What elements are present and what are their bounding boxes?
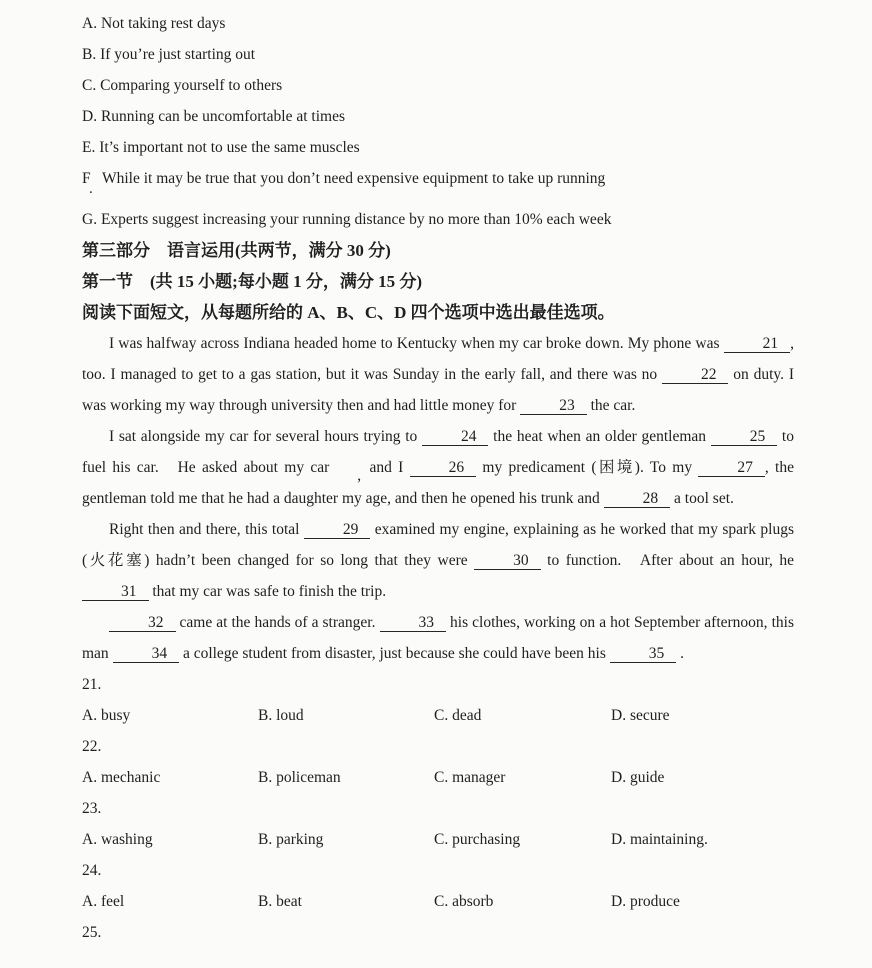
- question-24-option-c: C. absorb: [434, 893, 494, 910]
- question-22-option-b: B. policeman: [258, 769, 341, 786]
- question-22-option-a: A. mechanic: [82, 769, 161, 786]
- passage-text: on duty. I was working my way through university then and had little money for: [82, 366, 794, 414]
- strategy-option-text: It’s important not to use the same muscles: [95, 139, 360, 156]
- strategy-option-text: If you’re just starting out: [96, 46, 256, 63]
- cloze-passage: [82, 328, 794, 669]
- cloze-blank-35: 35: [610, 646, 677, 663]
- question-21-option-a: A. busy: [82, 707, 131, 724]
- passage-text: and I: [363, 459, 410, 476]
- question-number-21: 21.: [82, 676, 102, 693]
- passage-text: came at the hands of a stranger.: [175, 614, 380, 631]
- cloze-blank-24: 24: [422, 429, 489, 446]
- strategy-option-c: [82, 70, 794, 101]
- passage-text: to function. After about an hour, he: [540, 552, 794, 569]
- cloze-blank-28: 28: [604, 491, 671, 508]
- question-23-option-c: C. purchasing: [434, 831, 521, 848]
- instructions: 阅读下面短文，从每题所给的 A、B、C、D 四个选项中选出最佳选项。: [82, 303, 615, 322]
- strategy-option-text: While it may be true that you don’t need expensive equipment to take up running: [90, 170, 606, 187]
- question-number-22: 22.: [82, 738, 102, 755]
- passage-text: to fuel his car. He asked about my car: [82, 428, 794, 476]
- passage-paragraph-3: [82, 514, 794, 607]
- passage-text: that my car was safe to finish the trip.: [148, 583, 387, 600]
- question-23-options: [82, 824, 794, 855]
- strategy-option-label: F: [82, 170, 91, 187]
- strategy-option-label: E.: [82, 139, 96, 156]
- question-22-option-d: D. guide: [611, 769, 665, 786]
- question-22-option-c: C. manager: [434, 769, 506, 786]
- strategy-option-label: G.: [82, 211, 98, 228]
- cloze-blank-33: 33: [380, 615, 447, 632]
- passage-text: the heat when an older gentleman: [488, 428, 711, 445]
- cloze-blank-29: 29: [304, 522, 371, 539]
- question-number-25: 25.: [82, 924, 102, 941]
- strategy-option-text: Not taking rest days: [97, 15, 226, 32]
- strategy-option-label: D.: [82, 108, 98, 125]
- passage-text: the car.: [586, 397, 636, 414]
- cloze-blank-31: 31: [82, 584, 149, 601]
- strategy-option-label: A.: [82, 15, 98, 32]
- question-21-option-d: D. secure: [611, 707, 670, 724]
- dropped-comma: ,: [357, 467, 362, 484]
- question-23-option-b: B. parking: [258, 831, 324, 848]
- section-header: 第一节 (共 15 小题;每小题 1 分，满分 15 分): [82, 272, 422, 291]
- passage-text: , too. I managed to get to a gas station, but it was Sunday in the early fall, and there was no: [82, 335, 794, 383]
- passage-text: his clothes, working on a hot September afternoon, this man: [82, 614, 794, 662]
- question-number-23: 23.: [82, 800, 102, 817]
- strategy-option-text: Running can be uncomfortable at times: [97, 108, 346, 125]
- question-23-option-a: A. washing: [82, 831, 153, 848]
- strategy-option-a: [82, 8, 794, 39]
- passage-text: my predicament (困境). To my: [476, 459, 699, 476]
- part-header: 第三部分 语言运用(共两节，满分 30 分): [82, 241, 391, 260]
- cloze-blank-34: 34: [113, 646, 180, 663]
- strategy-option-b: [82, 39, 794, 70]
- cloze-blank-27: 27: [698, 460, 765, 477]
- strategy-option-d: [82, 101, 794, 132]
- cloze-blank-32: 32: [109, 615, 176, 632]
- cloze-blank-23: 23: [520, 398, 587, 415]
- passage-text: I sat alongside my car for several hours trying to: [109, 428, 422, 445]
- stray-period: .: [89, 181, 93, 197]
- cloze-blank-21: 21: [724, 336, 791, 353]
- passage-text: I was halfway across Indiana headed home to Kentucky when my car broke down. My phone was: [109, 335, 724, 352]
- passage-paragraph-1: [82, 328, 794, 421]
- question-number-24: 24.: [82, 862, 102, 879]
- question-21-options: [82, 700, 794, 731]
- strategy-options-list: [82, 8, 794, 235]
- cloze-blank-25: 25: [711, 429, 778, 446]
- cloze-questions: [82, 669, 794, 948]
- passage-text: Right then and there, this total: [109, 521, 304, 538]
- strategy-option-text: Comparing yourself to others: [96, 77, 283, 94]
- strategy-option-label: C.: [82, 77, 97, 94]
- cloze-blank-26: 26: [410, 460, 477, 477]
- passage-text: a tool set.: [670, 490, 734, 507]
- cloze-blank-30: 30: [474, 553, 541, 570]
- question-24-option-b: B. beat: [258, 893, 302, 910]
- strategy-option-e: [82, 132, 794, 163]
- question-22-options: [82, 762, 794, 793]
- strategy-option-text: Experts suggest increasing your running distance by no more than 10% each week: [97, 211, 612, 228]
- strategy-option-g: [82, 204, 794, 235]
- passage-paragraph-2: [82, 421, 794, 514]
- passage-text: a college student from disaster, just because she could have been his: [179, 645, 610, 662]
- question-21-option-c: C. dead: [434, 707, 482, 724]
- question-24-option-a: A. feel: [82, 893, 125, 910]
- passage-paragraph-4: [82, 607, 794, 669]
- passage-text: , the gentleman told me that he had a daughter my age, and then he opened his trunk and: [82, 459, 794, 507]
- strategy-option-label: B.: [82, 46, 97, 63]
- strategy-option-f: [82, 163, 794, 197]
- question-24-options: [82, 886, 794, 917]
- cloze-blank-22: 22: [662, 367, 729, 384]
- passage-text: .: [676, 645, 684, 662]
- question-23-option-d: D. maintaining.: [611, 831, 708, 848]
- question-24-option-d: D. produce: [611, 893, 680, 910]
- passage-text: examined my engine, explaining as he worked that my spark plugs (火花塞) hadn’t been changed for so long that they were: [82, 521, 794, 569]
- question-21-option-b: B. loud: [258, 707, 304, 724]
